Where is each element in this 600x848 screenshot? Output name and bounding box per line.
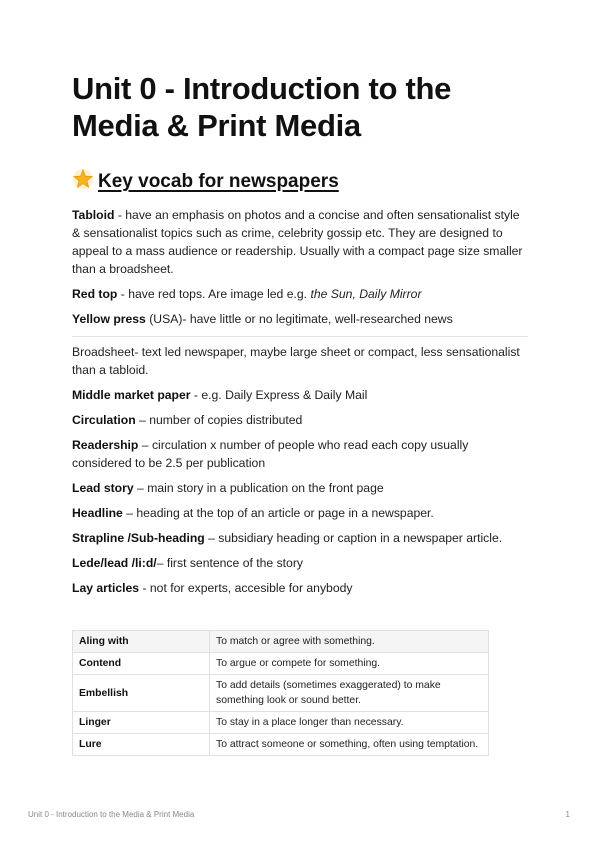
table-term-cell: Linger [73, 712, 210, 734]
vocab-entry-headline [72, 504, 528, 522]
vocab-term: Headline [72, 506, 123, 520]
table-term-cell: Lure [73, 734, 210, 756]
table-definition-cell: To argue or compete for something. [210, 653, 489, 675]
section-heading-text: Key vocab for newspapers [98, 171, 339, 192]
glowing-star-icon [72, 168, 94, 197]
vocab-definition: – first sentence of the story [156, 556, 303, 570]
vocab-term: Middle market paper [72, 388, 191, 402]
table-term-cell: Aling with [73, 631, 210, 653]
vocab-definition: – main story in a publication on the front page [133, 481, 384, 495]
section-heading [72, 168, 528, 197]
vocab-definition: – circulation x number of people who read each copy usually considered to be 2.5 per publication [72, 438, 469, 470]
vocab-term: Lay articles [72, 581, 140, 595]
vocab-definition: - e.g. Daily Express & Daily Mail [190, 388, 368, 402]
table-term-cell: Embellish [73, 675, 210, 712]
table-definition-cell: To match or agree with something. [210, 631, 489, 653]
table-row [73, 631, 489, 653]
vocab-entry-lay-articles [72, 579, 528, 597]
document-page [72, 70, 528, 756]
vocab-entry-tabloid [72, 206, 528, 278]
vocab-term: Circulation [72, 413, 136, 427]
page-title: Unit 0 - Introduction to the Media & Print Media [72, 71, 452, 143]
vocab-term: Yellow press [72, 312, 146, 326]
vocab-example: the Sun, Daily Mirror [310, 287, 422, 301]
table-row [73, 712, 489, 734]
vocab-definition: - have red tops. Are image led e.g. [117, 287, 311, 301]
vocab-term: Lead story [72, 481, 134, 495]
vocab-entry-strapline [72, 529, 528, 547]
table-row [73, 653, 489, 675]
vocab-term: Readership [72, 438, 139, 452]
vocab-entry-lede [72, 554, 528, 572]
vocab-entry-middle-market [72, 386, 528, 404]
table-term-cell: Contend [73, 653, 210, 675]
vocab-term: Red top [72, 287, 118, 301]
table-definition-cell: To attract someone or something, often using temptation. [210, 734, 489, 756]
divider [72, 336, 528, 337]
vocab-entry-broadsheet [72, 343, 528, 379]
vocab-definition: (USA)- have little or no legitimate, well-researched news [145, 312, 453, 326]
vocab-entry-circulation [72, 411, 528, 429]
vocab-term: Strapline /Sub-heading [72, 531, 205, 545]
table-row [73, 734, 489, 756]
table-row [73, 675, 489, 712]
vocab-entry-yellow-press [72, 310, 528, 328]
footer-document-title: Unit 0 - Introduction to the Media & Print Media [28, 810, 195, 819]
vocab-definition: – number of copies distributed [135, 413, 303, 427]
vocab-entry-readership [72, 436, 528, 472]
vocab-entry-red-top [72, 285, 528, 303]
vocab-term: Tabloid [72, 208, 115, 222]
vocab-term: Lede/lead /li:d/ [72, 556, 157, 570]
table-definition-cell: To add details (sometimes exaggerated) to make something look or sound better. [210, 675, 489, 712]
vocab-definition: - not for experts, accesible for anybody [139, 581, 353, 595]
vocab-definition: - have an emphasis on photos and a concise and often sensationalist style & sensationalist topics such as crime, celebrity gossip etc. They are designed to appeal to a mass audience or readership. Usually with a compact page size smaller than a broadsheet. [72, 208, 523, 276]
vocab-definition: – heading at the top of an article or page in a newspaper. [122, 506, 434, 520]
table-definition-cell: To stay in a place longer than necessary. [210, 712, 489, 734]
vocab-definition: – subsidiary heading or caption in a newspaper article. [204, 531, 503, 545]
footer-page-number: 1 [565, 810, 570, 819]
vocab-table [72, 630, 489, 756]
vocab-entry-lead-story [72, 479, 528, 497]
vocab-definition: Broadsheet- text led newspaper, maybe large sheet or compact, less sensationalist than a tabloid. [72, 345, 520, 377]
